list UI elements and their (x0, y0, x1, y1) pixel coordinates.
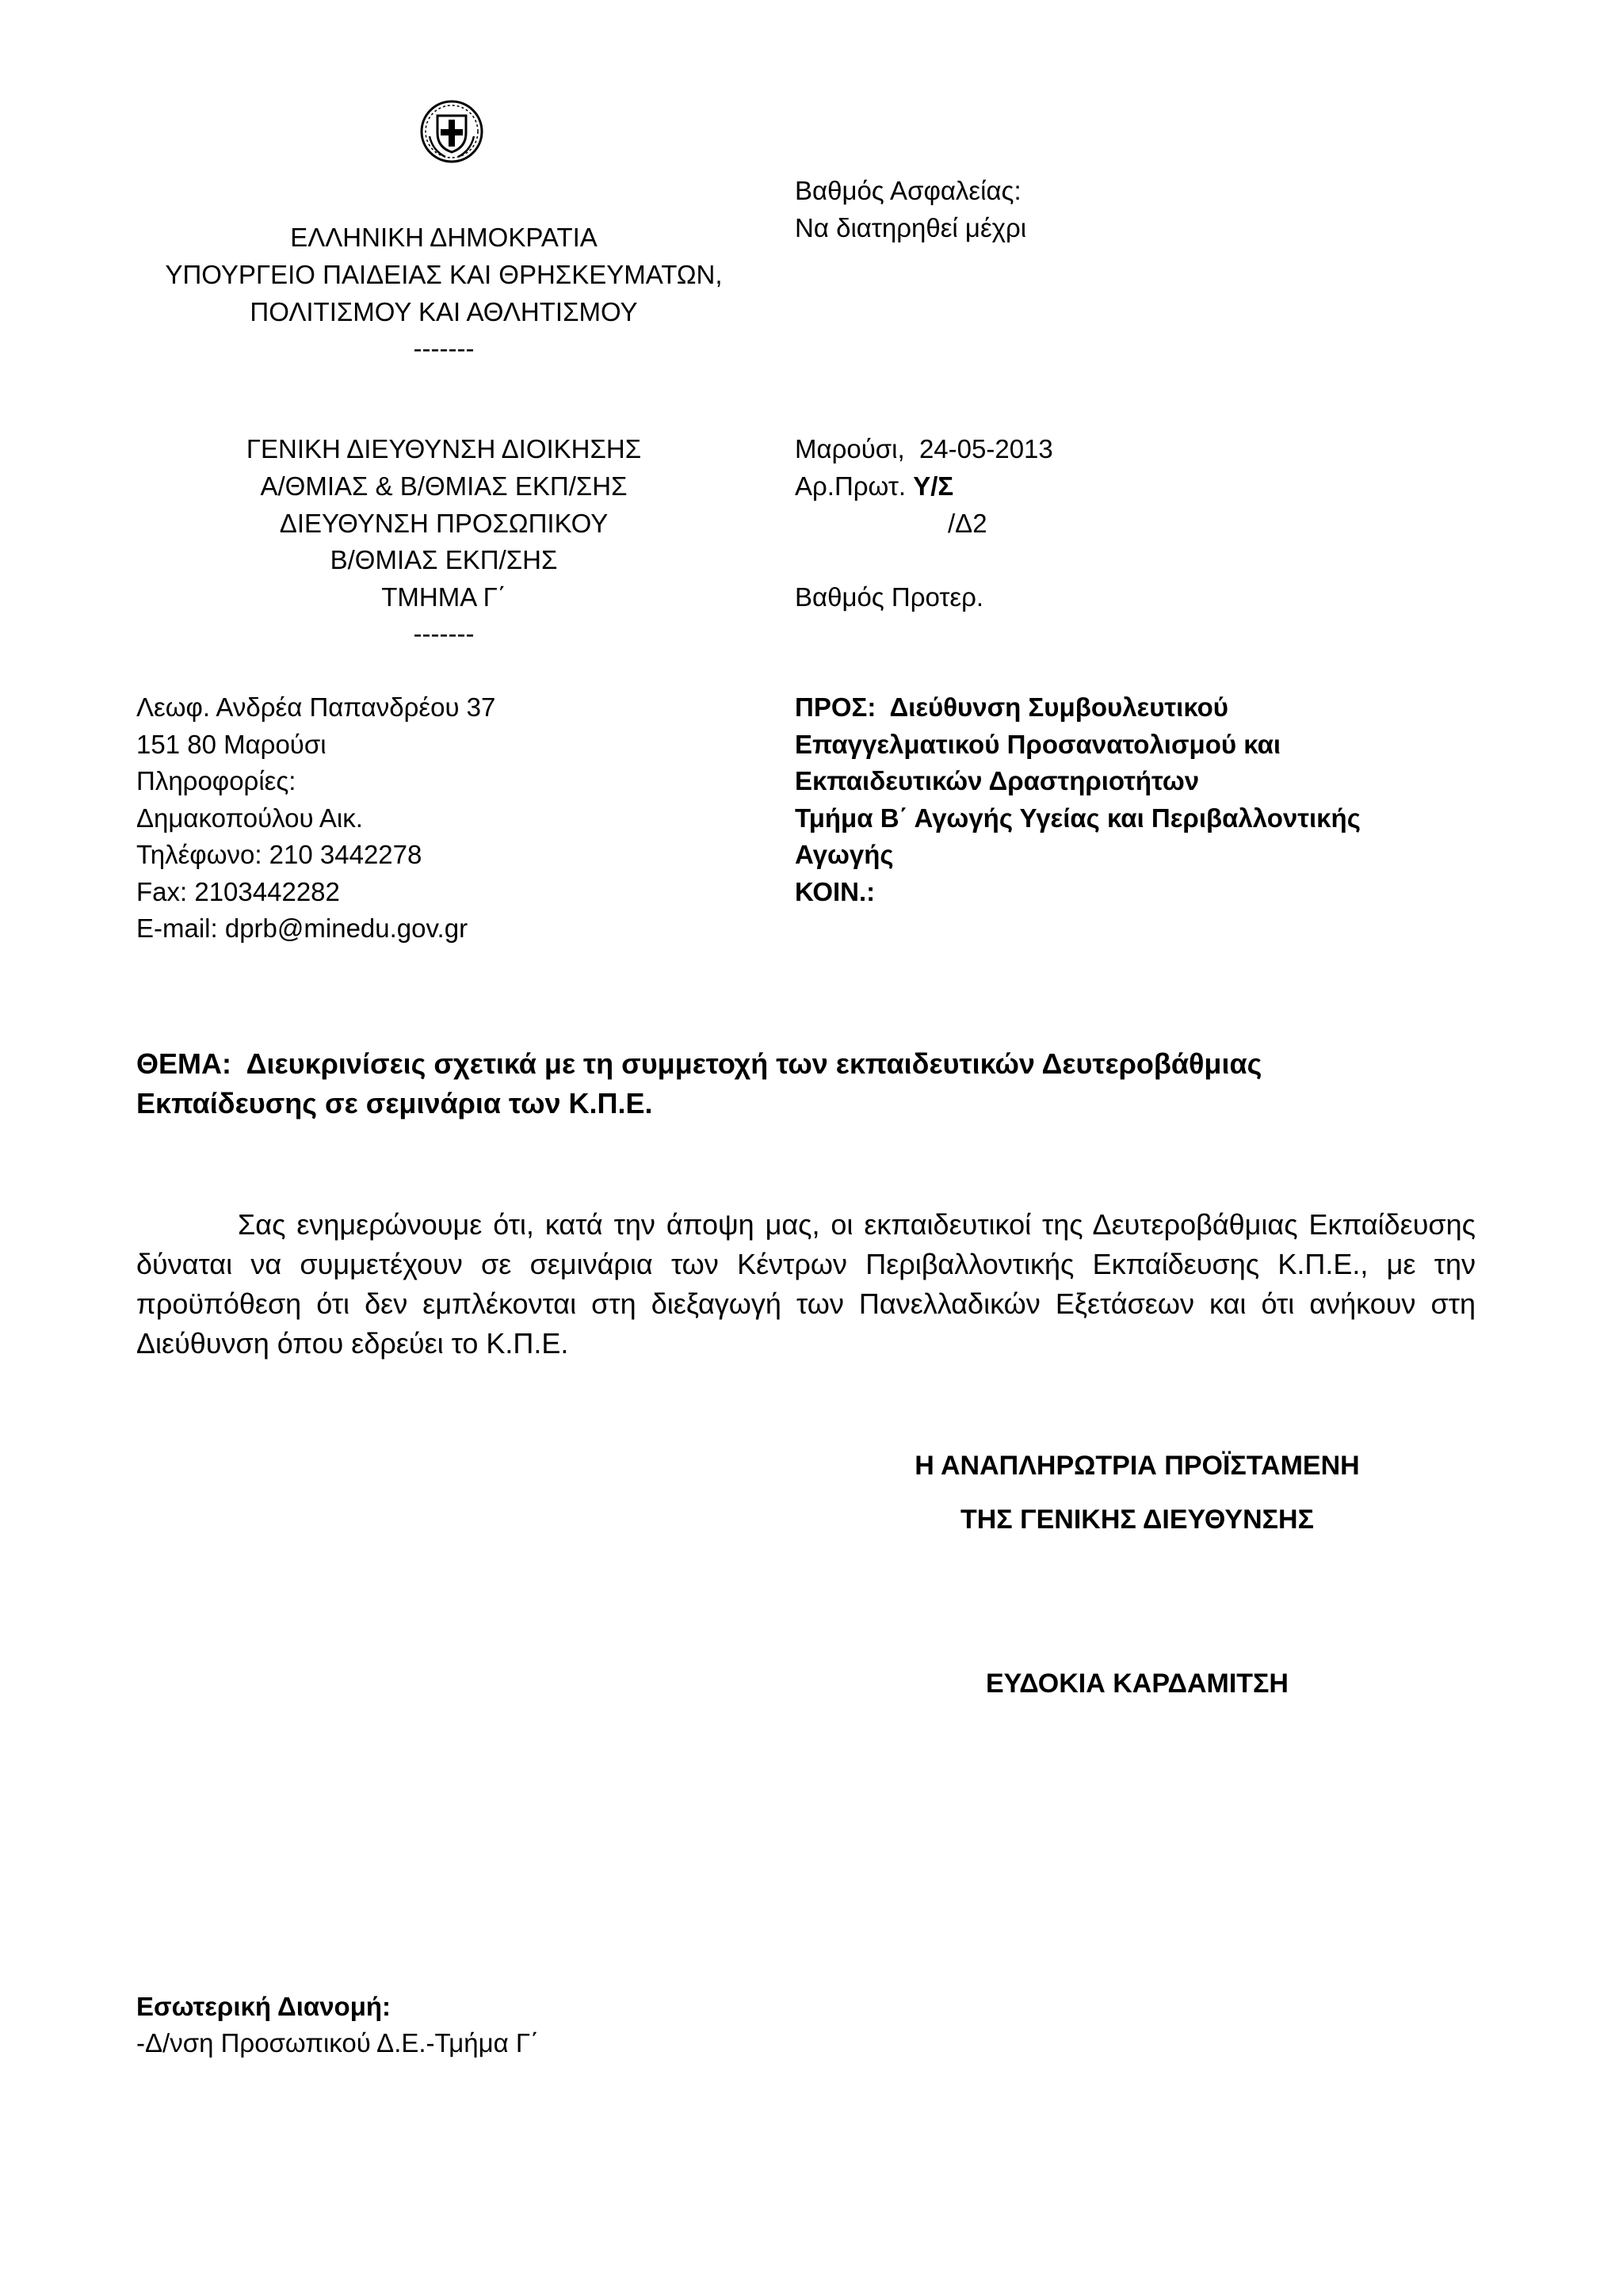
place-label: Μαρούσι, (795, 434, 905, 463)
protocol-suffix: /Δ2 (948, 509, 987, 538)
recipient-line-5: Αγωγής (795, 840, 894, 869)
general-directorate-sub: Α/ΘΜΙΑΣ & Β/ΘΜΙΑΣ ΕΚΠ/ΣΗΣ (260, 471, 628, 501)
ministry-line-2: ΠΟΛΙΤΙΣΜΟΥ ΚΑΙ ΑΘΛΗΤΙΣΜΟΥ (250, 297, 638, 326)
recipient-to (795, 689, 1587, 727)
subject-line-1 (136, 1044, 1484, 1084)
contact-postcode-city: 151 80 Μαρούσι (136, 730, 327, 759)
section-name: ΤΜΗΜΑ Γ΄ (381, 582, 506, 612)
contact-address: Λεωφ. Ανδρέα Παπανδρέου 37 (136, 692, 496, 722)
contact-info-name: Δημακοπούλου Αικ. (136, 803, 363, 833)
subject-text-1: Διευκρινίσεις σχετικά με τη συμμετοχή των εκπαιδευτικών Δευτεροβάθμιας (246, 1047, 1262, 1080)
document-date: 24-05-2013 (918, 434, 1053, 463)
recipient-line-4: Τμήμα Β΄ Αγωγής Υγείας και Περιβαλλοντικής (795, 803, 1361, 833)
recipient-line-1: Διεύθυνση Συμβουλευτικού (889, 692, 1228, 722)
distribution-item: -Δ/νση Προσωπικού Δ.Ε.-Τμήμα Γ΄ (136, 2028, 540, 2058)
contact-phone: Τηλέφωνο: 210 3442278 (136, 840, 422, 869)
subject-block (136, 1044, 1484, 1123)
distribution-label: Εσωτερική Διανομή: (136, 1992, 391, 2021)
ministry-line-1: ΥΠΟΥΡΓΕΙΟ ΠΑΙΔΕΙΑΣ ΚΑΙ ΘΡΗΣΚΕΥΜΑΤΩΝ, (165, 260, 723, 289)
republic-heading: ΕΛΛΗΝΙΚΗ ΔΗΜΟΚΡΑΤΙΑ (290, 223, 598, 252)
recipient-line-2: Επαγγελματικού Προσανατολισμού και (795, 730, 1281, 759)
subject-line-2: Εκπαίδευσης σε σεμινάρια των Κ.Π.Ε. (136, 1087, 653, 1119)
priority-label: Βαθμός Προτερ. (795, 582, 984, 612)
signature-title-1: Η ΑΝΑΠΛΗΡΩΤΡΙΑ ΠΡΟΪΣΤΑΜΕΝΗ (915, 1451, 1360, 1481)
general-directorate: ΓΕΝΙΚΗ ΔΙΕΥΘΥΝΣΗ ΔΙΟΙΚΗΣΗΣ (246, 434, 642, 463)
personnel-directorate-sub: Β/ΘΜΙΑΣ ΕΚΠ/ΣΗΣ (330, 545, 558, 574)
signatory-name: ΕΥΔΟΚΙΑ ΚΑΡΔΑΜΙΤΣΗ (986, 1669, 1289, 1699)
contact-email: E-mail: dprb@minedu.gov.gr (136, 913, 468, 943)
protocol-label: Αρ.Πρωτ. (795, 471, 907, 501)
recipient-to-label: ΠΡΟΣ: (795, 692, 876, 722)
cc-label: ΚΟΙΝ.: (795, 877, 876, 906)
security-level-label: Βαθμός Ασφαλείας: (795, 176, 1022, 205)
subject-label: ΘΕΜΑ: (136, 1047, 231, 1080)
protocol-number (795, 468, 1587, 505)
body-paragraph: Σας ενημερώνουμε ότι, κατά την άποψη μας, οι εκπαιδευτικοί της Δευτεροβάθμιας Εκπαίδευσης δύναται να συμμετέχουν σε σεμινάρια των Κέντρων Περιβαλλοντικής Εκπαίδευσης Κ.Π.Ε., με την προϋπόθεση ότι δεν εμπλέκονται στη διεξαγωγή των Πανελλαδικών Εξετάσεων και ότι ανήκουν στη Διεύθυνση όπου εδρεύει το Κ.Π.Ε. (136, 1208, 1476, 1360)
place-date (795, 431, 1587, 468)
greek-coat-of-arms-icon (418, 98, 485, 165)
header-separator-1: ------- (413, 334, 475, 363)
personnel-directorate: ΔΙΕΥΘΥΝΣΗ ΠΡΟΣΩΠΙΚΟΥ (279, 509, 609, 538)
contact-fax: Fax: 2103442282 (136, 877, 340, 906)
recipient-line-3: Εκπαιδευτικών Δραστηριοτήτων (795, 766, 1200, 795)
header-separator-2: ------- (413, 619, 475, 648)
keep-until-label: Να διατηρηθεί μέχρι (795, 213, 1027, 242)
contact-info-label: Πληροφορίες: (136, 766, 296, 795)
protocol-code: Υ/Σ (913, 471, 954, 501)
signature-title-2: ΤΗΣ ΓΕΝΙΚΗΣ ΔΙΕΥΘΥΝΣΗΣ (960, 1505, 1315, 1535)
